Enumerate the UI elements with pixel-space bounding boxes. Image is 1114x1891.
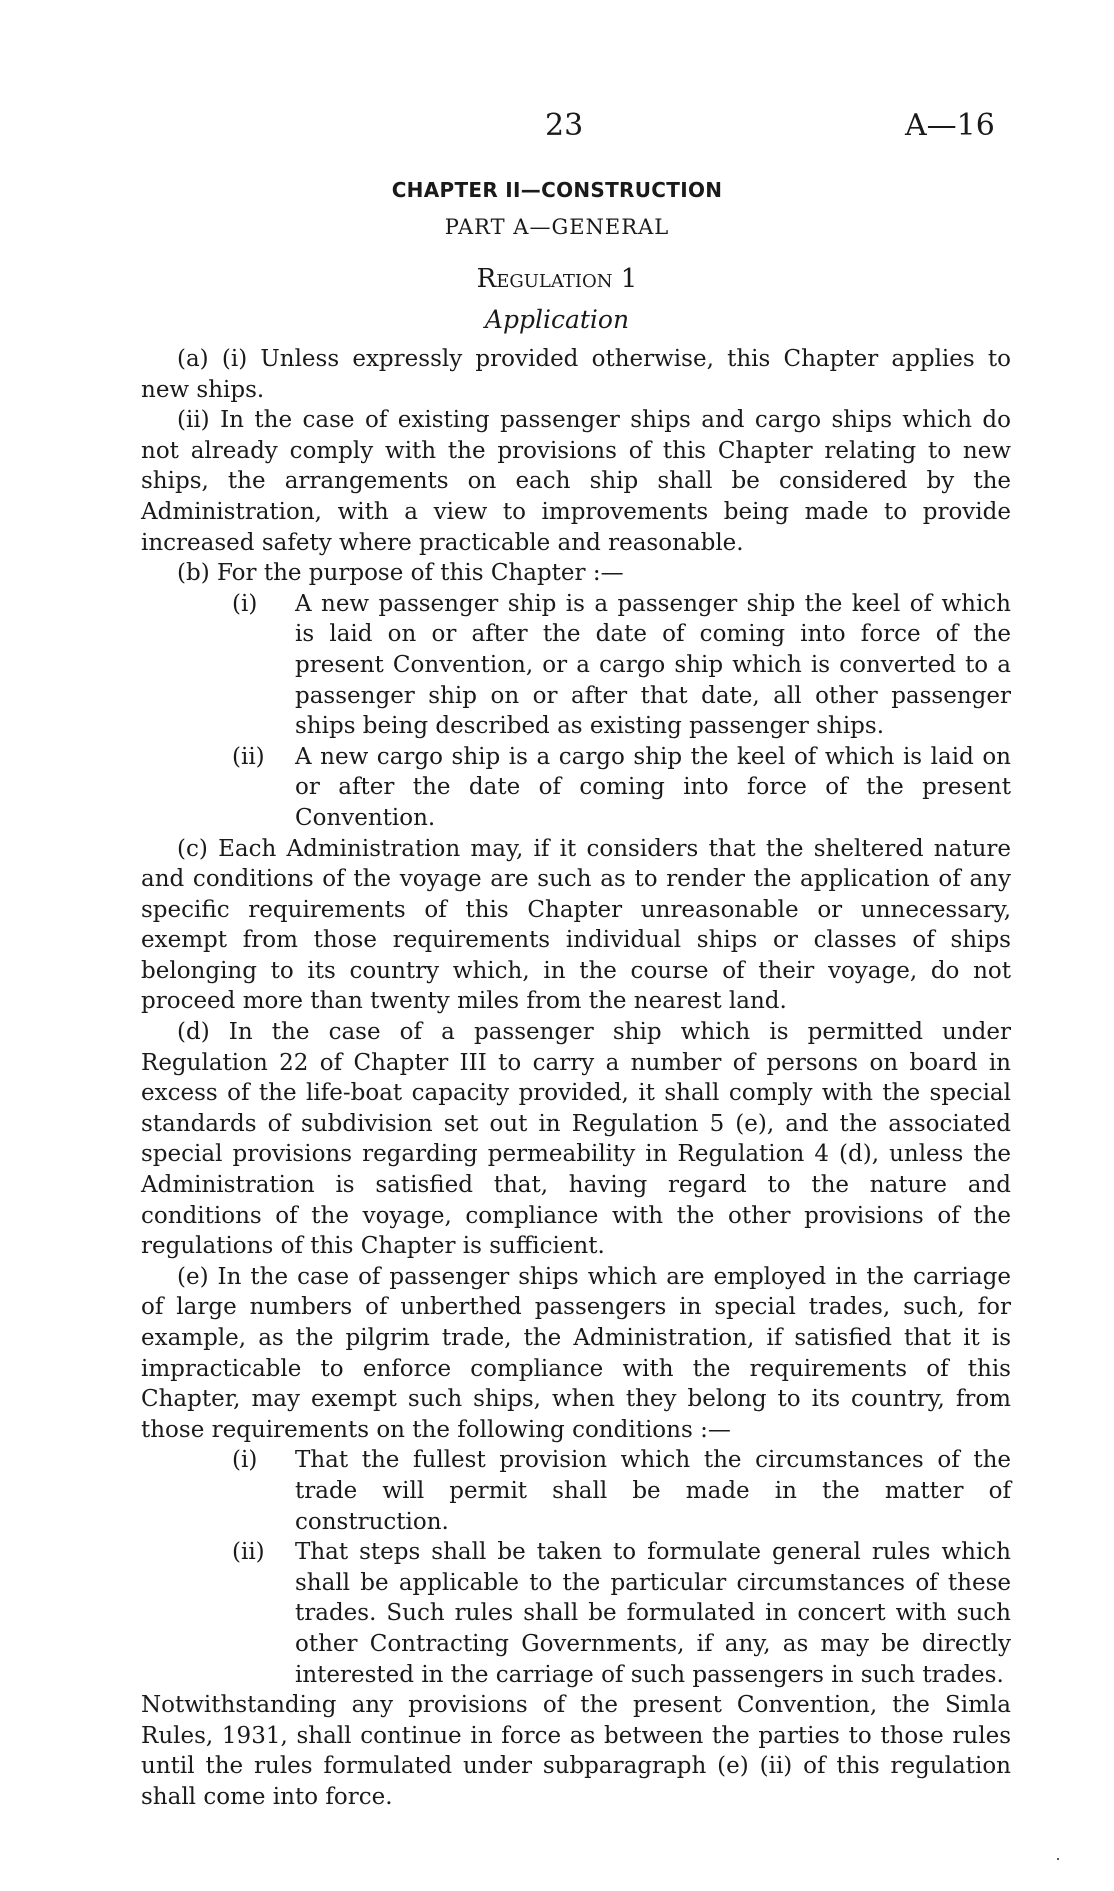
- paragraph-e-ii-text: That steps shall be taken to formulate general rules which shall be applicable to the particular circumstances of these trades. Such rules shall be formulated in concert with such other Contracting Governments, if any, as may be directly interested in the carriage of such passengers in such trades.: [295, 1539, 1011, 1688]
- closing-paragraph: Notwithstanding any provisions of the present Convention, the Simla Rules, 1931, shall continue in force as between the parties to those rules until the rules formulated under subparagraph (e) (ii) of this regulation shall come into force.: [141, 1692, 1011, 1810]
- regulation-title: Regulation 1: [476, 264, 638, 294]
- list-marker: (i): [232, 1447, 258, 1474]
- paragraph-e-intro: (e) In the case of passenger ships which are employed in the carriage of large numbers of unberthed passengers in special trades, such, for example, as the pilgrim trade, the Administration, if satisfied that it is impracticable to enforce compliance with the requirements of this Chapter, may exempt such ships, when they belong to its country, from those requirements on the following conditions :—: [141, 1263, 1011, 1443]
- regulation-body: [141, 344, 1011, 1813]
- paragraph-a-i: (a) (i) Unless expressly provided otherwise, this Chapter applies to new ships.: [141, 346, 1011, 403]
- paragraph-b-ii-text: A new cargo ship is a cargo ship the keel of which is laid on or after the date of coming into force of the present Convention.: [295, 743, 1011, 831]
- paragraph-e-i-text: That the fullest provision which the circumstances of the trade will permit shall be made in the matter of construction.: [295, 1447, 1011, 1535]
- chapter-title: CHAPTER II—CONSTRUCTION: [391, 178, 723, 202]
- paragraph-c: (c) Each Administration may, if it considers that the sheltered nature and conditions of the voyage are such as to render the application of any specific requirements of this Chapter unreasonable or unnecessary, exempt from those requirements individual ships or classes of ships belonging to its country which, in the course of their voyage, do not proceed more than twenty miles from the nearest land.: [141, 835, 1011, 1015]
- paragraph-b-intro: (b) For the purpose of this Chapter :—: [177, 560, 624, 587]
- regulation-subtitle: Application: [484, 305, 630, 334]
- paragraph-d: (d) In the case of a passenger ship which is permitted under Regulation 22 of Chapter III to carry a number of persons on board in excess of the life-boat capacity provided, it shall comply with the special standards of subdivision set out in Regulation 5 (e), and the associated special provisions regarding permeability in Regulation 4 (d), unless the Administration is satisfied that, having regard to the nature and conditions of the voyage, compliance with the other provisions of the regulations of this Chapter is sufficient.: [141, 1019, 1011, 1260]
- document-reference: A—16: [905, 108, 995, 143]
- paragraph-b-i-text: A new passenger ship is a passenger ship the keel of which is laid on or after the date of coming into force of the present Convention, or a cargo ship which is converted to a passenger ship on or after that date, all other passenger ships being described as existing passenger ships.: [295, 590, 1011, 740]
- list-marker: (ii): [232, 1539, 265, 1566]
- list-marker: (ii): [232, 743, 265, 770]
- page-number: 23: [545, 108, 584, 143]
- paragraph-e-ii: [141, 1537, 1011, 1690]
- scan-speck: [1057, 1858, 1059, 1860]
- list-marker: (i): [232, 590, 258, 617]
- paragraph-e-i: [141, 1445, 1011, 1537]
- paragraph-b-i: [141, 589, 1011, 742]
- paragraph-a-ii: (ii) In the case of existing passenger ships and cargo ships which do not already comply with the provisions of this Chapter relating to new ships, the arrangements on each ship shall be considered by the Administration, with a view to improvements being made to provide increased safety where practicable and reasonable.: [141, 407, 1011, 556]
- paragraph-b-ii: [141, 742, 1011, 834]
- part-title: PART A—GENERAL: [444, 215, 670, 239]
